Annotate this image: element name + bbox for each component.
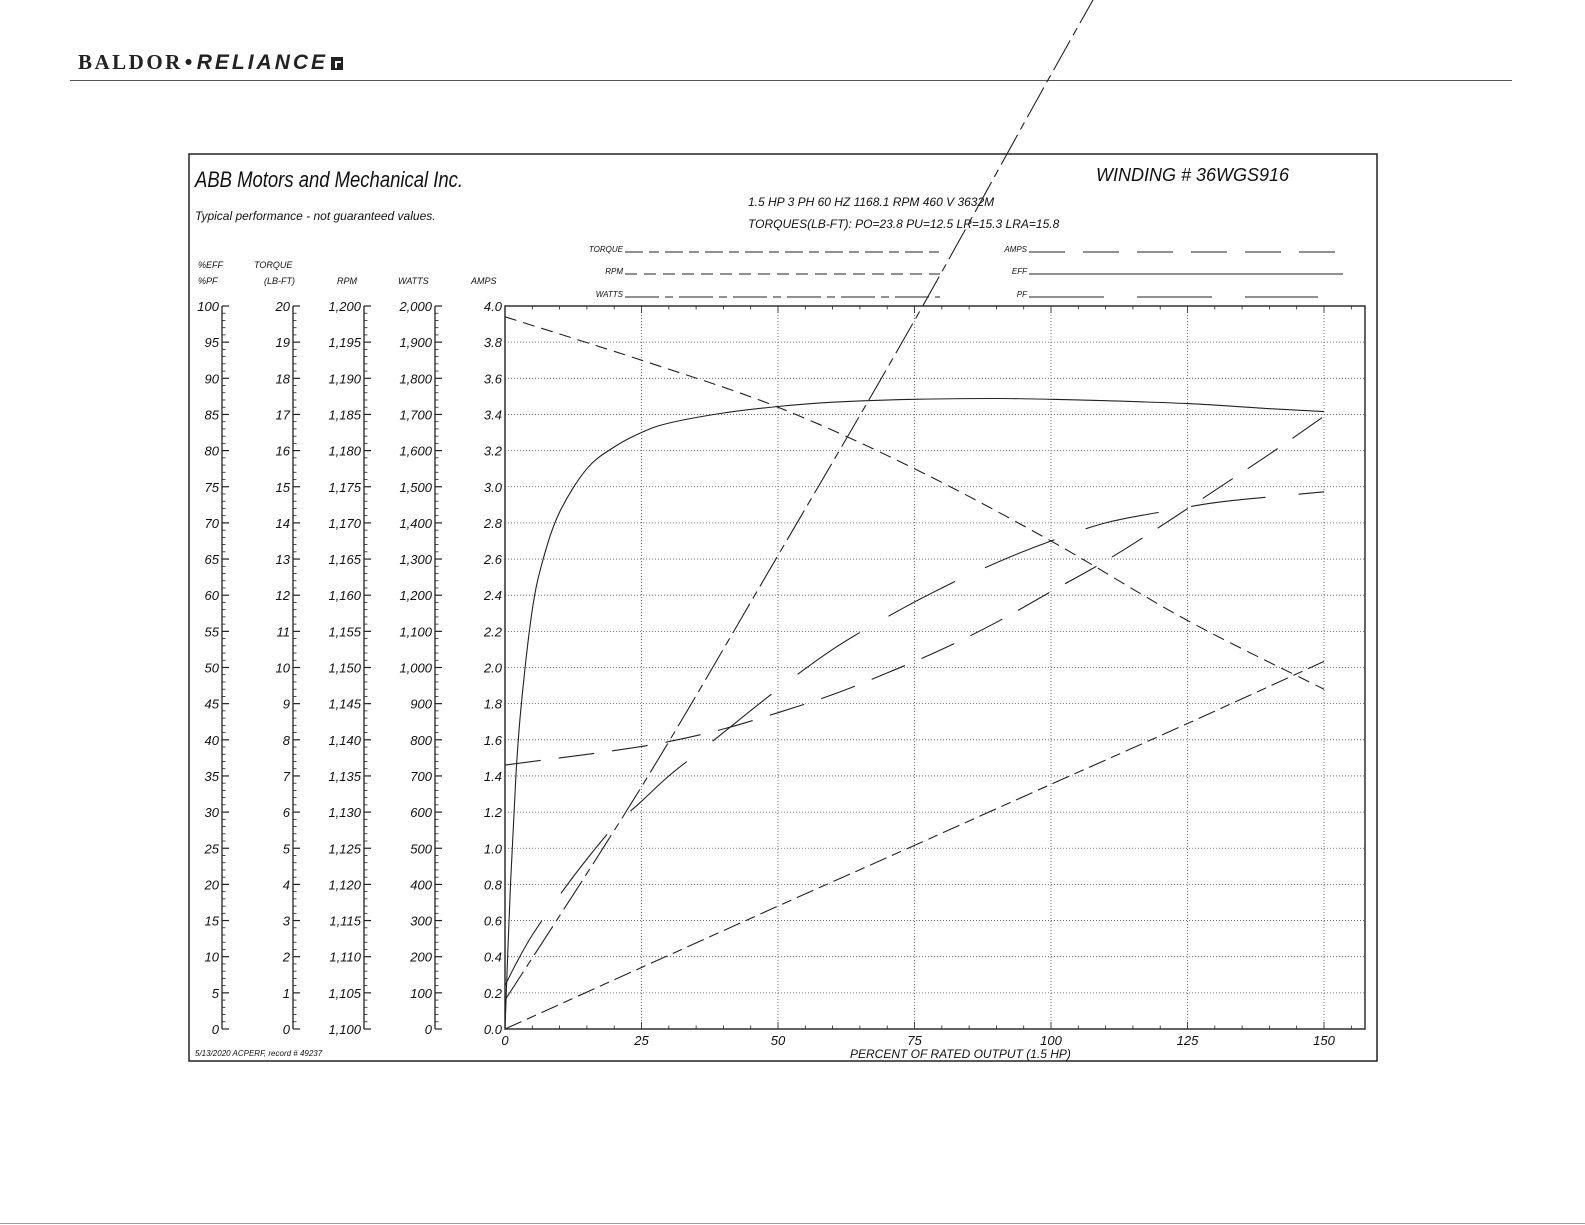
y-scales (197, 260, 502, 1037)
y-tick-label-eff: 90 (204, 371, 219, 387)
y-tick-label-amps: 2.2 (483, 624, 502, 640)
legend-label-pf: PF (1016, 290, 1027, 299)
legend-item-amps (1003, 245, 1336, 254)
y-tick-label-eff: 95 (204, 335, 219, 351)
legend-label-eff: EFF (1011, 267, 1027, 276)
legend-label-watts: WATTS (595, 290, 623, 299)
y-tick-label-watts: 1,600 (399, 443, 432, 459)
x-tick-label: 50 (770, 1033, 786, 1048)
y-tick-label-eff: 10 (204, 949, 219, 965)
y-tick-label-torque: 2 (282, 949, 290, 965)
y-tick-label-torque: 11 (276, 624, 290, 640)
y-tick-label-torque: 7 (282, 768, 290, 784)
y-axis-amps (470, 276, 503, 1037)
y-tick-label-torque: 17 (275, 407, 290, 423)
y-tick-label-torque: 14 (275, 515, 290, 531)
y-tick-label-torque: 9 (282, 696, 290, 712)
y-tick-label-watts: 200 (410, 949, 432, 965)
y-tick-label-watts: 100 (410, 985, 432, 1001)
y-tick-label-rpm: 1,115 (329, 913, 361, 929)
y-tick-label-watts: 700 (410, 768, 432, 784)
series-line-watts (505, 0, 1324, 1000)
y-tick-label-rpm: 1,165 (328, 552, 361, 568)
y-tick-label-torque: 19 (275, 335, 290, 351)
y-tick-label-amps: 1.6 (483, 732, 502, 748)
y-tick-label-amps: 3.0 (483, 479, 502, 495)
y-tick-label-eff: 40 (204, 732, 219, 748)
y-tick-label-rpm: 1,100 (328, 1022, 361, 1037)
y-tick-label-eff: 5 (211, 985, 219, 1001)
winding-title: WINDING # 36WGS916 (1096, 165, 1290, 185)
y-tick-label-watts: 1,300 (399, 552, 432, 568)
y-axis-rpm (328, 276, 371, 1037)
y-tick-label-amps: 1.4 (483, 768, 502, 784)
logo-reliance: RELIANCE (196, 51, 329, 74)
x-tick-label: 25 (634, 1033, 649, 1048)
torques-line: TORQUES(LB-FT): PO=23.8 PU=12.5 LR=15.3 LRA=15.8 (748, 217, 1060, 231)
y-tick-label-torque: 0 (282, 1022, 290, 1037)
footnote: 5/13/2020 ACPERF, record # 49237 (195, 1049, 323, 1058)
y-tick-label-rpm: 1,180 (328, 443, 361, 459)
y-tick-label-watts: 400 (410, 877, 432, 893)
y-tick-label-watts: 900 (410, 696, 432, 712)
y-tick-label-amps: 1.8 (483, 696, 502, 712)
y-tick-label-torque: 3 (282, 913, 290, 929)
y-tick-label-torque: 1 (282, 985, 290, 1001)
legend (589, 245, 1343, 299)
y-tick-label-rpm: 1,155 (328, 624, 361, 640)
y-tick-label-eff: 15 (204, 913, 219, 929)
y-tick-label-eff: 70 (204, 515, 219, 531)
y-tick-label-rpm: 1,160 (328, 588, 361, 604)
disclaimer: Typical performance - not guaranteed values. (195, 209, 436, 223)
y-tick-label-rpm: 1,105 (328, 985, 361, 1001)
y-tick-label-rpm: 1,200 (328, 299, 361, 314)
y-tick-label-eff: 35 (204, 768, 219, 784)
y-tick-label-eff: 25 (204, 841, 219, 857)
y-tick-label-eff: 80 (204, 443, 219, 459)
legend-item-eff (1012, 267, 1343, 276)
y-tick-label-eff: 60 (204, 588, 219, 604)
y-tick-label-torque: 20 (275, 299, 290, 314)
plot-area (501, 0, 1365, 1048)
x-tick-label: 100 (1040, 1033, 1062, 1048)
y-tick-label-torque: 12 (275, 588, 290, 604)
y-tick-label-watts: 500 (410, 841, 432, 857)
legend-item-pf (1017, 290, 1318, 299)
y-tick-label-eff: 50 (204, 660, 219, 676)
legend-label-torque: TORQUE (588, 245, 623, 254)
y-tick-label-amps: 1.0 (483, 841, 502, 857)
y-tick-label-rpm: 1,175 (328, 479, 361, 495)
x-tick-label: 125 (1176, 1033, 1199, 1048)
y-tick-label-rpm: 1,135 (328, 768, 361, 784)
y-axis-header-eff: %EFF (198, 260, 224, 270)
y-tick-label-watts: 1,400 (399, 515, 432, 531)
y-tick-label-rpm: 1,190 (328, 371, 361, 387)
y-tick-label-amps: 2.0 (483, 660, 502, 676)
y-tick-label-rpm: 1,110 (329, 949, 361, 965)
y-tick-label-amps: 4.0 (483, 299, 502, 314)
y-tick-label-watts: 1,200 (399, 588, 432, 604)
footer-rule (0, 1223, 1585, 1224)
y-tick-label-eff: 30 (204, 805, 219, 821)
y-axis-header-torque: TORQUE (254, 260, 293, 270)
y-tick-label-torque: 6 (282, 805, 290, 821)
y-tick-label-amps: 1.2 (483, 805, 502, 821)
y-tick-label-amps: 2.6 (483, 552, 502, 568)
y-tick-label-rpm: 1,185 (328, 407, 361, 423)
y-tick-label-eff: 0 (211, 1022, 219, 1037)
y-tick-label-torque: 16 (275, 443, 290, 459)
y-tick-label-watts: 1,100 (399, 624, 432, 640)
y-tick-label-watts: 2,000 (399, 299, 432, 314)
company-name: ABB Motors and Mechanical Inc. (193, 167, 464, 192)
y-tick-label-torque: 8 (282, 732, 290, 748)
y-tick-label-rpm: 1,140 (328, 732, 361, 748)
y-tick-label-watts: 1,700 (399, 407, 432, 423)
y-tick-label-eff: 55 (204, 624, 219, 640)
x-tick-label: 150 (1313, 1033, 1335, 1048)
y-tick-label-torque: 10 (275, 660, 290, 676)
y-tick-label-amps: 3.4 (483, 407, 502, 423)
y-tick-label-amps: 0.6 (483, 913, 502, 929)
y-tick-label-rpm: 1,130 (328, 805, 361, 821)
y-tick-label-torque: 4 (282, 877, 290, 893)
y-tick-label-watts: 1,000 (399, 660, 432, 676)
chart-frame (189, 154, 1377, 1061)
y-tick-label-rpm: 1,145 (328, 696, 361, 712)
y-tick-label-eff: 45 (204, 696, 219, 712)
y-tick-label-watts: 800 (410, 732, 432, 748)
y-axis-unit-rpm: RPM (337, 276, 357, 286)
y-tick-label-rpm: 1,150 (328, 660, 361, 676)
y-tick-label-watts: 300 (410, 913, 432, 929)
y-tick-label-amps: 2.4 (483, 588, 502, 604)
y-axis-eff (197, 260, 229, 1037)
legend-item-watts (596, 290, 940, 299)
legend-item-torque (589, 245, 940, 254)
x-axis-label: PERCENT OF RATED OUTPUT (1.5 HP) (850, 1047, 1071, 1061)
y-axis-unit-torque: (LB-FT) (264, 276, 295, 286)
logo-dot: • (184, 51, 195, 74)
y-axis-unit-eff: %PF (198, 276, 218, 286)
y-tick-label-eff: 20 (204, 877, 219, 893)
legend-item-rpm (605, 267, 940, 276)
y-tick-label-amps: 3.6 (483, 371, 502, 387)
y-tick-label-amps: 0.0 (483, 1022, 502, 1037)
series-line-torque (505, 661, 1324, 1029)
y-tick-label-watts: 600 (410, 805, 432, 821)
motor-rating: 1.5 HP 3 PH 60 HZ 1168.1 RPM 460 V 3632M (748, 195, 995, 209)
y-tick-label-rpm: 1,125 (328, 841, 361, 857)
y-axis-watts (398, 276, 442, 1037)
y-tick-label-amps: 3.2 (483, 443, 502, 459)
y-tick-label-watts: 1,800 (399, 371, 432, 387)
series-line-eff (505, 399, 1324, 1030)
y-tick-label-amps: 0.2 (483, 985, 502, 1001)
y-tick-label-amps: 0.4 (483, 949, 502, 965)
y-tick-label-watts: 0 (424, 1022, 432, 1037)
y-tick-label-eff: 65 (204, 552, 219, 568)
y-tick-label-torque: 18 (275, 371, 290, 387)
y-tick-label-watts: 1,500 (399, 479, 432, 495)
y-tick-label-amps: 2.8 (483, 515, 502, 531)
legend-label-rpm: RPM (605, 267, 623, 276)
x-tick-label: 0 (501, 1033, 509, 1048)
y-tick-label-torque: 13 (275, 552, 290, 568)
y-axis-torque (254, 260, 300, 1037)
y-tick-label-torque: 5 (282, 841, 290, 857)
y-axis-unit-watts: WATTS (398, 276, 429, 286)
y-tick-label-rpm: 1,120 (328, 877, 361, 893)
y-tick-label-amps: 0.8 (483, 877, 502, 893)
y-tick-label-rpm: 1,195 (328, 335, 361, 351)
x-tick-label: 75 (907, 1033, 922, 1048)
logo-baldor: BALDOR (78, 50, 183, 74)
y-tick-label-eff: 100 (197, 299, 219, 314)
y-tick-label-torque: 15 (275, 479, 290, 495)
y-tick-label-watts: 1,900 (399, 335, 432, 351)
y-tick-label-rpm: 1,170 (328, 515, 361, 531)
legend-label-amps: AMPS (1004, 245, 1027, 254)
y-tick-label-amps: 3.8 (483, 335, 502, 351)
y-tick-label-eff: 75 (204, 479, 219, 495)
y-axis-unit-amps: AMPS (471, 276, 497, 286)
y-tick-label-eff: 85 (204, 407, 219, 423)
